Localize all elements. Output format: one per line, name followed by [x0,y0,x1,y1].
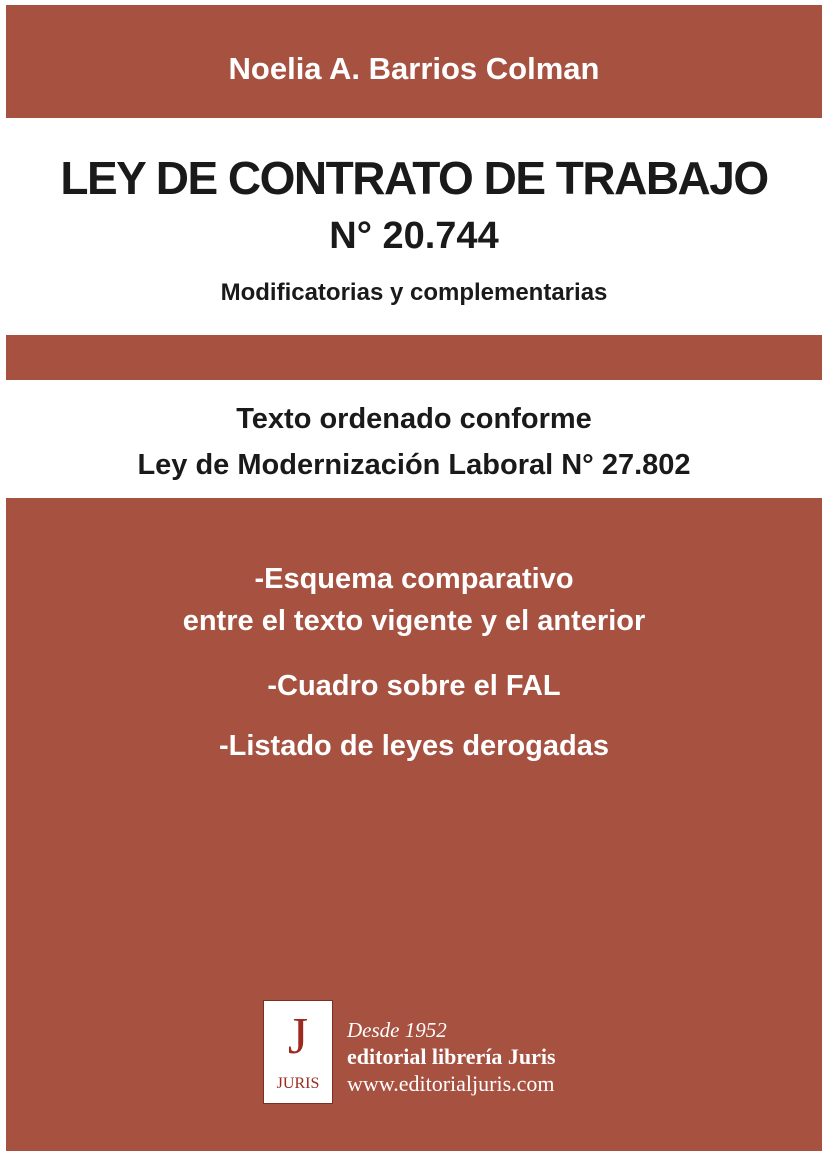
book-subtitle: Modificatorias y complementarias [220,279,608,306]
book-cover [6,5,822,1151]
law-number: N° 20.744 [329,215,499,257]
publisher-since: Desde 1952 [347,1018,447,1042]
feature-esquema-line-1: -Esquema comparativo [254,563,574,595]
texto-ordenado-line-2: Ley de Modernización Laboral N° 27.802 [137,449,691,481]
juris-logo [263,1000,333,1104]
logo-word: JURIS [276,1075,320,1092]
publisher-name: editorial librería Juris [347,1044,556,1069]
feature-cuadro-fal: -Cuadro sobre el FAL [267,670,561,702]
logo-letter: J [287,1008,309,1065]
book-title: LEY DE CONTRATO DE TRABAJO [60,152,768,204]
feature-listado-leyes: -Listado de leyes derogadas [218,730,609,762]
publisher-website: www.editorialjuris.com [347,1071,555,1096]
feature-esquema-line-2: entre el texto vigente y el anterior [182,605,646,637]
author-name: Noelia A. Barrios Colman [228,51,600,86]
texto-ordenado-line-1: Texto ordenado conforme [236,403,592,435]
